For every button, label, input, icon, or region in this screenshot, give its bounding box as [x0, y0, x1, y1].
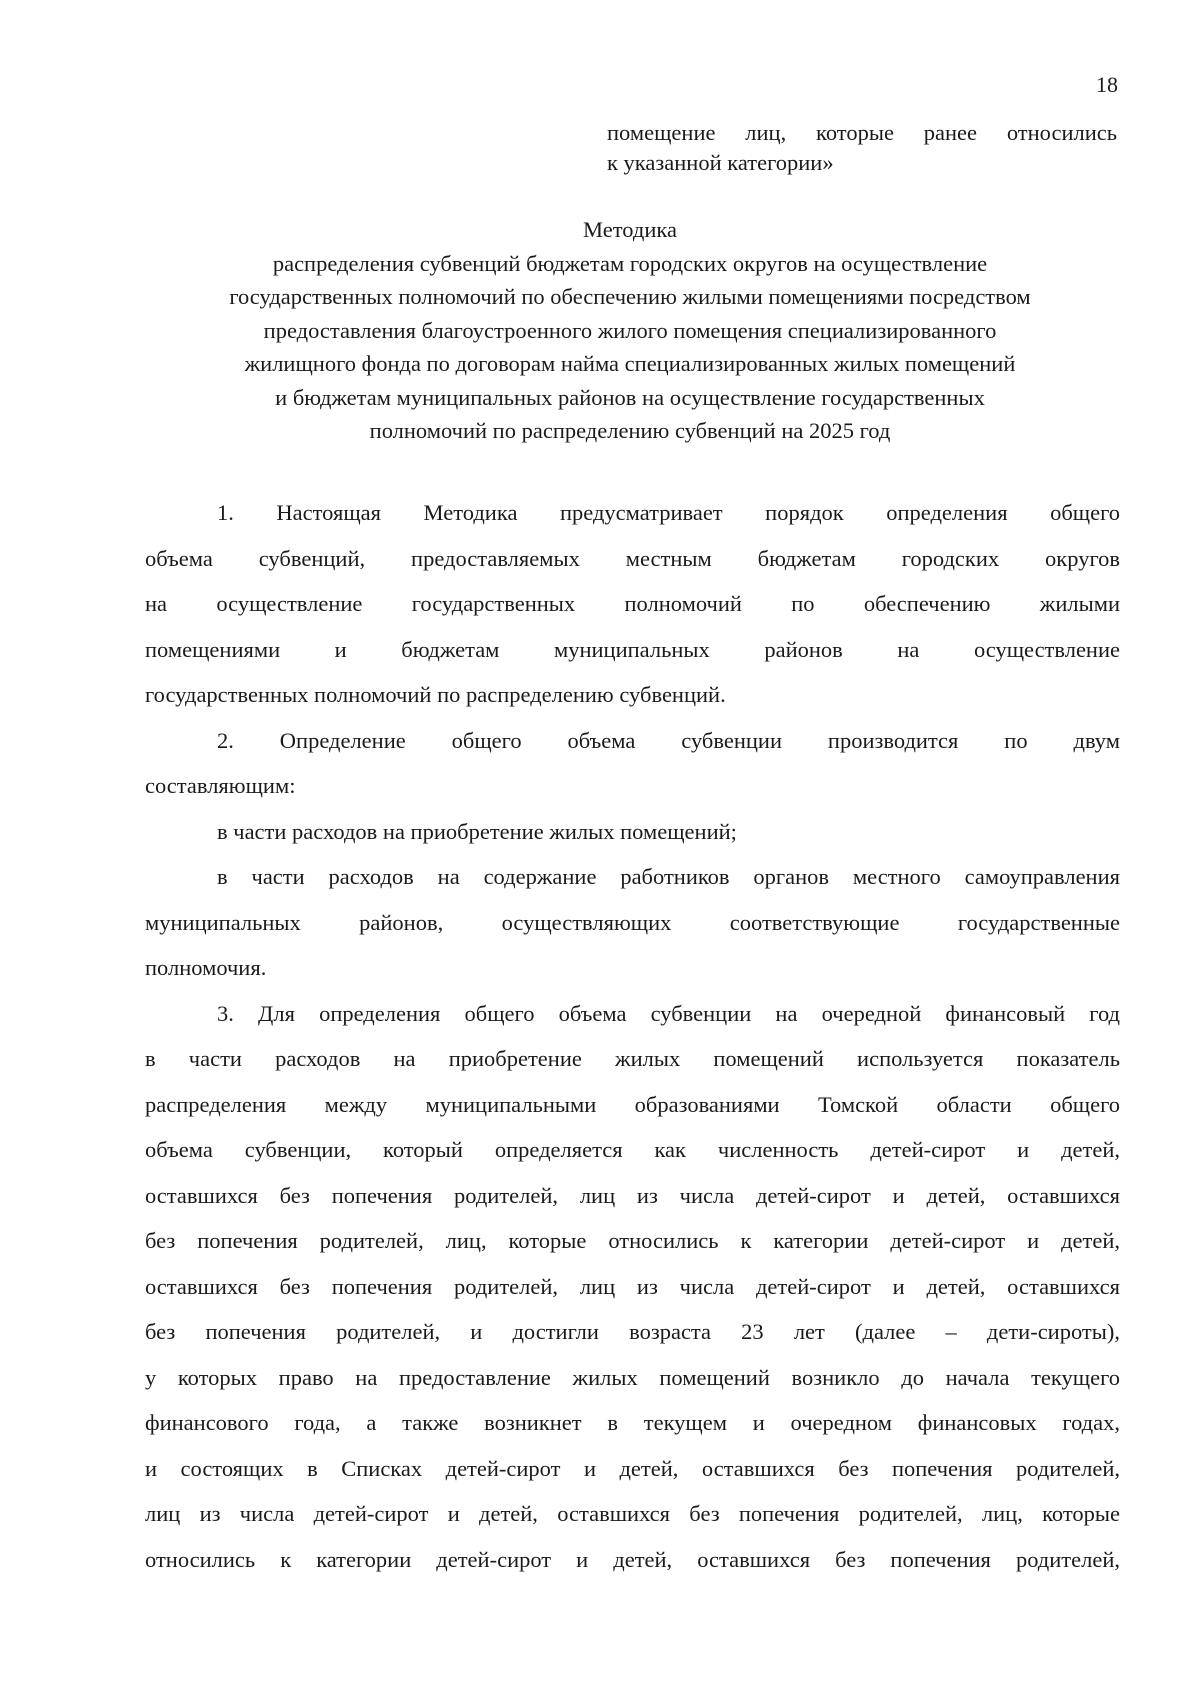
paragraph-2-line: 2. Определение общего объема субвенции производится по двум — [217, 727, 1120, 753]
document-body — [145, 490, 1120, 1582]
page-number: 18 — [1096, 72, 1118, 97]
document-title: Методика — [583, 217, 677, 242]
paragraph-2-item: полномочия. — [145, 955, 267, 980]
paragraph-3-line: лиц из числа детей-сирот и детей, оставшихся без попечения родителей, лиц, которые — [145, 1501, 1120, 1526]
paragraph-2-item: в части расходов на содержание работников органов местного самоуправления — [217, 864, 1120, 889]
paragraph-1-line: на осуществление государственных полномочий по обеспечению жилыми — [145, 591, 1120, 616]
paragraph-3-line: и состоящих в Списках детей-сирот и детей, оставшихся без попечения родителей, — [145, 1455, 1120, 1481]
paragraph-3-line: в части расходов на приобретение жилых помещений используется показатель — [145, 1046, 1120, 1071]
paragraph-3-line: оставшихся без попечения родителей, лиц из числа детей-сирот и детей, оставшихся — [145, 1182, 1120, 1208]
document-subtitle-line: государственных полномочий по обеспечению жилыми помещениями посредством — [229, 284, 1031, 309]
paragraph-3-line: без попечения родителей, и достигли возраста 23 лет (далее – дети-сироты), — [145, 1319, 1120, 1344]
paragraph-3-line: у которых право на предоставление жилых помещений возникло до начала текущего — [145, 1364, 1120, 1390]
paragraph-1-line: 1. Настоящая Методика предусматривает порядок определения общего — [217, 500, 1120, 525]
appendix-reference-line: помещение лиц, которые ранее относились — [607, 120, 1117, 145]
document-subtitle-line: полномочий по распределению субвенций на 2025 год — [369, 418, 891, 443]
document-subtitle-line: жилищного фонда по договорам найма специализированных жилых помещений — [244, 351, 1016, 376]
paragraph-3-line: относились к категории детей-сирот и детей, оставшихся без попечения родителей, — [145, 1546, 1120, 1572]
document-heading — [140, 213, 1120, 448]
paragraph-3-line: без попечения родителей, лиц, которые относились к категории детей-сирот и детей, — [145, 1228, 1120, 1253]
paragraph-3-line: финансового года, а также возникнет в текущем и очередном финансовых годах, — [145, 1410, 1120, 1435]
document-subtitle-line: предоставления благоустроенного жилого помещения специализированного — [263, 317, 997, 343]
appendix-reference-line: к указанной категории» — [607, 150, 834, 175]
paragraph-2-item: в части расходов на приобретение жилых помещений; — [217, 818, 737, 844]
document-subtitle-line: и бюджетам муниципальных районов на осуществление государственных — [275, 384, 985, 410]
paragraph-3-line: оставшихся без попечения родителей, лиц из числа детей-сирот и детей, оставшихся — [145, 1273, 1120, 1299]
paragraph-1-line: объема субвенций, предоставляемых местным бюджетам городских округов — [145, 545, 1120, 571]
appendix-reference — [607, 118, 1117, 178]
document-subtitle-line: распределения субвенций бюджетам городских округов на осуществление — [272, 250, 988, 276]
paragraph-1-line: помещениями и бюджетам муниципальных районов на осуществление — [145, 636, 1120, 662]
paragraph-3-line: распределения между муниципальными образованиями Томской области общего — [145, 1091, 1120, 1117]
paragraph-3-line: 3. Для определения общего объема субвенции на очередной финансовый год — [217, 1000, 1120, 1026]
paragraph-2-item: муниципальных районов, осуществляющих соответствующие государственные — [145, 909, 1120, 935]
paragraph-3-line: объема субвенции, который определяется как численность детей-сирот и детей, — [145, 1137, 1120, 1162]
paragraph-2-line: составляющим: — [145, 773, 296, 798]
paragraph-1-line: государственных полномочий по распределению субвенций. — [145, 682, 726, 707]
